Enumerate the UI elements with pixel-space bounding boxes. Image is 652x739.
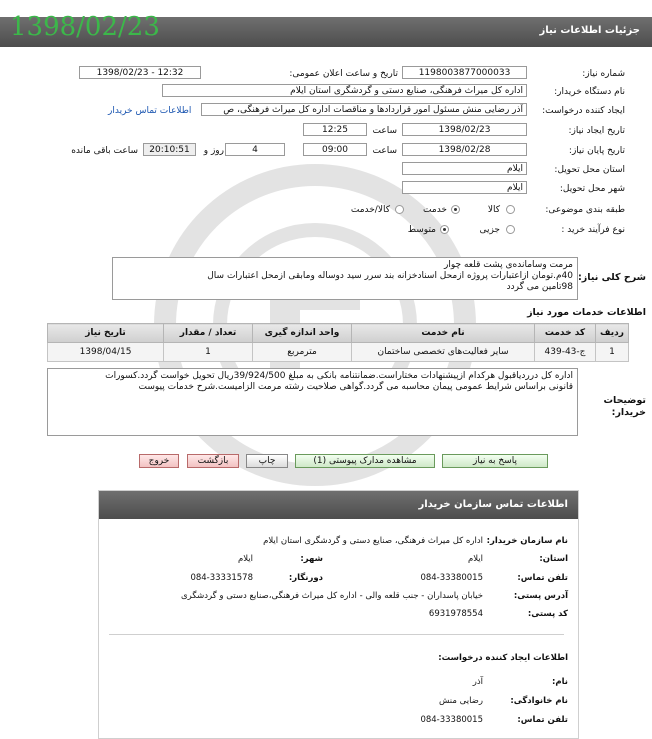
cell-unit: مترمربع (253, 343, 352, 362)
summary-line-3: 98تامین می گردد (506, 282, 573, 292)
remaining-time-label: ساعت باقی مانده (71, 146, 138, 156)
org-value: اداره کل میراث فرهنگی، صنایع دستی و گردشگری استان ایلام (263, 536, 483, 546)
city-label: شهر محل تحویل: (559, 184, 625, 194)
contact-panel-header (99, 491, 578, 519)
page-title: جزئیات اطلاعات نیاز (539, 25, 640, 36)
buyer-notes-line-2: قانونی براساس شرایط عمومی پیمان محاسبه می گردد.گواهی صلاحیت رشته مرمت الزامیست.شرح خدمات پیوست (138, 382, 573, 392)
col-date: تاریخ نیاز (48, 324, 164, 343)
address-value: خیابان پاسداران - جنب قلعه والی - اداره کل میراث فرهنگی،صنایع دستی و گردشگری (181, 591, 483, 601)
create-time-field: 12:25 (303, 123, 367, 136)
category-label: طبقه بندی موضوعی: (545, 205, 625, 215)
category-goods-radio[interactable] (506, 205, 515, 214)
back-button[interactable]: بازگشت (187, 454, 239, 468)
creator-title: اطلاعات ایجاد کننده درخواست: (438, 653, 568, 663)
days-left-label: روز و (203, 146, 224, 156)
process-label: نوع فرآیند خرید : (561, 225, 625, 235)
summary-label: شرح کلی نیاز: (577, 272, 646, 283)
province-field: ایلام (402, 162, 527, 175)
fax-value: 084-33331578 (190, 573, 253, 583)
services-title: اطلاعات خدمات مورد نیاز (527, 307, 646, 318)
services-header-row (48, 324, 629, 343)
summary-line-1: مرمت وسامانده‌ی پشت قلعه چوار (444, 260, 573, 270)
province-contact-value: ایلام (467, 554, 483, 564)
cell-date: 1398/04/15 (48, 343, 164, 362)
buyer-name-field: اداره کل میراث فرهنگی، صنایع دستی و گردشگری استان ایلام (162, 84, 527, 97)
city-contact-label: شهر: (300, 554, 323, 564)
view-docs-button[interactable]: مشاهده مدارک پیوستی (1) (295, 454, 435, 468)
process-minor-radio[interactable] (506, 225, 515, 234)
buyer-notes-line-1: اداره کل درردیاقبول هرکدام ازپیشنهادات مختاراست.ضمانتنامه بانکی به مبلغ 39/924/500ریال تحویل خواست گردد.کسورات (105, 371, 573, 381)
buyer-notes-textarea[interactable] (47, 368, 578, 436)
creator-name-value: آذر (472, 677, 483, 687)
summary-textarea[interactable] (112, 257, 578, 300)
deadline-date-field: 1398/02/28 (402, 143, 527, 156)
buyer-notes-label: توضیحات خریدار: (603, 395, 646, 418)
buyer-contact-link[interactable]: اطلاعات تماس خریدار (108, 106, 192, 116)
buyer-name-label: نام دستگاه خریدار: (554, 87, 625, 97)
creator-family-value: رضایی منش (438, 696, 483, 706)
announce-field: 1398/02/23 - 12:32 (79, 66, 201, 79)
need-number-field: 1198003877000033 (402, 66, 527, 79)
deadline-time-field: 09:00 (303, 143, 367, 156)
col-unit: واحد اندازه گیری (253, 324, 352, 343)
deadline-label: تاریخ پایان نیاز: (568, 146, 625, 156)
announce-label: تاریخ و ساعت اعلان عمومی: (289, 69, 398, 79)
services-table (47, 323, 629, 362)
days-left-field: 4 (225, 143, 285, 156)
print-button[interactable]: چاپ (246, 454, 288, 468)
category-goods-service-radio[interactable] (395, 205, 404, 214)
phone-label: تلفن تماس: (517, 573, 568, 583)
city-contact-value: ایلام (237, 554, 253, 564)
postal-label: کد پستی: (527, 609, 568, 619)
contact-divider (109, 634, 564, 635)
creator-phone-label: تلفن تماس: (517, 715, 568, 725)
process-medium-radio[interactable] (440, 225, 449, 234)
exit-button[interactable]: خروج (139, 454, 179, 468)
creator-phone-value: 084-33380015 (420, 715, 483, 725)
create-date-field: 1398/02/23 (402, 123, 527, 136)
creator-name-label: نام: (551, 677, 568, 687)
contact-panel (98, 490, 579, 739)
col-qty: تعداد / مقدار (164, 324, 253, 343)
creator-field: آذر رضایی منش مسئول امور قراردادها و مناقصات اداره کل میراث فرهنگی، ص (201, 103, 527, 116)
contact-panel-title: اطلاعات تماس سازمان خریدار (418, 499, 568, 510)
category-service-label: خدمت (423, 205, 447, 215)
phone-value: 084-33380015 (420, 573, 483, 583)
remaining-time-field: 20:10:51 (143, 143, 196, 156)
cell-code: ج-43-439 (535, 343, 596, 362)
create-time-label: ساعت (372, 126, 397, 136)
creator-label: ایجاد کننده درخواست: (542, 106, 625, 116)
process-minor-label: جزیی (479, 225, 500, 235)
org-label: نام سازمان خریدار: (486, 536, 568, 546)
col-name: نام خدمت (352, 324, 535, 343)
deadline-time-label: ساعت (372, 146, 397, 156)
cell-row: 1 (596, 343, 629, 362)
address-label: آدرس پستی: (513, 591, 568, 601)
cell-qty: 1 (164, 343, 253, 362)
col-row: ردیف (596, 324, 629, 343)
fax-label: دورنگار: (288, 573, 323, 583)
need-number-label: شماره نیاز: (582, 69, 625, 79)
process-medium-label: متوسط (407, 225, 436, 235)
creator-family-label: نام خانوادگی: (510, 696, 568, 706)
category-goods-service-label: کالا/خدمت (350, 205, 390, 215)
table-row (48, 343, 629, 362)
province-label: استان محل تحویل: (554, 165, 625, 175)
create-date-label: تاریخ ایجاد نیاز: (568, 126, 625, 136)
reply-button[interactable]: پاسخ به نیاز (442, 454, 548, 468)
cell-name: سایر فعالیت‌های تخصصی ساختمان (352, 343, 535, 362)
category-service-radio[interactable] (451, 205, 460, 214)
date-stamp: 1398/02/23 (10, 12, 160, 42)
category-goods-label: کالا (487, 205, 500, 215)
postal-value: 6931978554 (428, 609, 483, 619)
col-code: کد خدمت (535, 324, 596, 343)
province-contact-label: استان: (539, 554, 568, 564)
summary-line-2: 40م.تومان ازاعتبارات پروژه ازمحل اسنادخزانه بند سرر سید دوساله ومابقی ازمحل اعتبارات سال (207, 271, 573, 281)
city-field: ایلام (402, 181, 527, 194)
